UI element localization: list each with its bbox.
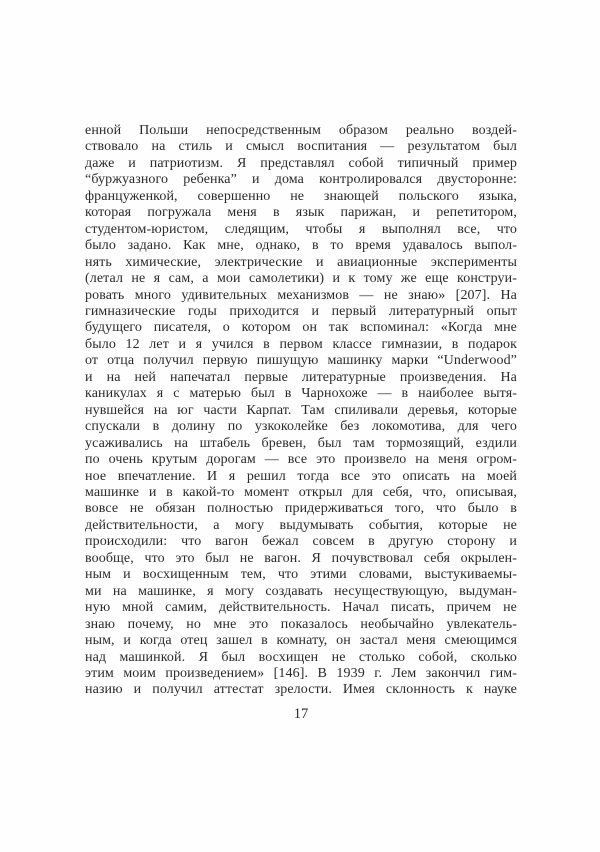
text-line: и на ней напечатал первые литературные произведения. На xyxy=(85,369,517,385)
text-line: ным, и когда отец зашел в комнату, он застал меня смеющимся xyxy=(85,633,517,649)
text-line: этим моим произведением» [146]. В 1939 г. Лем закончил гим- xyxy=(85,665,517,681)
text-line: над машинкой. Я был восхищен не столько собой, сколько xyxy=(85,649,517,665)
text-line: енной Польши непосредственным образом реально воздей- xyxy=(85,123,517,138)
text-line: ным и восхищенным тем, что этими словами, выстукиваемы- xyxy=(85,567,517,583)
text-line: ровать много удивительных механизмов — не знаю» [207]. На xyxy=(85,287,517,303)
text-line: действительности, а могу выдумывать события, которые не xyxy=(85,517,517,533)
text-line: француженкой, совершенно не знающей польского языка, xyxy=(85,188,517,204)
text-line: происходили: что вагон бежал совсем в другую сторону и xyxy=(85,534,517,550)
text-line: назию и получил аттестат зрелости. Имея склонность к науке xyxy=(85,682,517,698)
text-line: нувшейся на юг части Карпат. Там спиливали деревья, которые xyxy=(85,402,517,418)
text-line: было 12 лет и я учился в первом классе гимназии, в подарок xyxy=(85,336,517,352)
text-line: будущего писателя, о котором он так вспоминал: «Когда мне xyxy=(85,320,517,336)
text-line: гимназические годы приходится и первый литературный опыт xyxy=(85,303,517,319)
text-line: спускали в долину по узкоколейке без локомотива, для чего xyxy=(85,419,517,435)
text-line: вообще, что это был не вагон. Я почувствовал себя окрылен- xyxy=(85,550,517,566)
text-line: машинке и в какой-то момент открыл для себя, что, описывая, xyxy=(85,484,517,500)
text-line: по очень крутым дорогам — все это произвело на меня огром- xyxy=(85,452,517,468)
text-line: каникулах я с матерью был в Чарнохоже — в наиболее вытя- xyxy=(85,386,517,402)
text-line: которая погружала меня в язык парижан, и репетитором, xyxy=(85,205,517,221)
body-text-block xyxy=(85,123,517,699)
text-line: от отца получил первую пишущую машинку марки “Underwood” xyxy=(85,353,517,369)
text-line: усаживались на штабель бревен, был там тормозящий, ездили xyxy=(85,435,517,451)
text-line: было задано. Как мне, однако, в то время удавалось выпол- xyxy=(85,238,517,254)
text-line: знаю почему, но мне это показалось необычайно увлекатель- xyxy=(85,616,517,632)
text-line: ное впечатление. И я решил тогда все это описать на моей xyxy=(85,468,517,484)
page-number: 17 xyxy=(293,706,309,722)
text-line: “буржуазного ребенка” и дома контролировался двусторонне: xyxy=(85,172,517,188)
text-line: студентом-юристом, следящим, чтобы я выполнял все, что xyxy=(85,221,517,237)
text-line: вовсе не обязан полностью придерживаться того, что было в xyxy=(85,501,517,517)
text-line: (летал не я сам, а мои самолетики) и к тому же еще конструи- xyxy=(85,271,517,287)
text-line: ствовало на стиль и смысл воспитания — результатом был xyxy=(85,139,517,155)
text-line: ми на машинке, я могу создавать несуществующую, выдуман- xyxy=(85,583,517,599)
text-line: ную мной самим, действительность. Начал писать, причем не xyxy=(85,600,517,616)
text-line: нять химические, электрические и авиационные эксперименты xyxy=(85,254,517,270)
text-line: даже и патриотизм. Я представлял собой типичный пример xyxy=(85,155,517,171)
